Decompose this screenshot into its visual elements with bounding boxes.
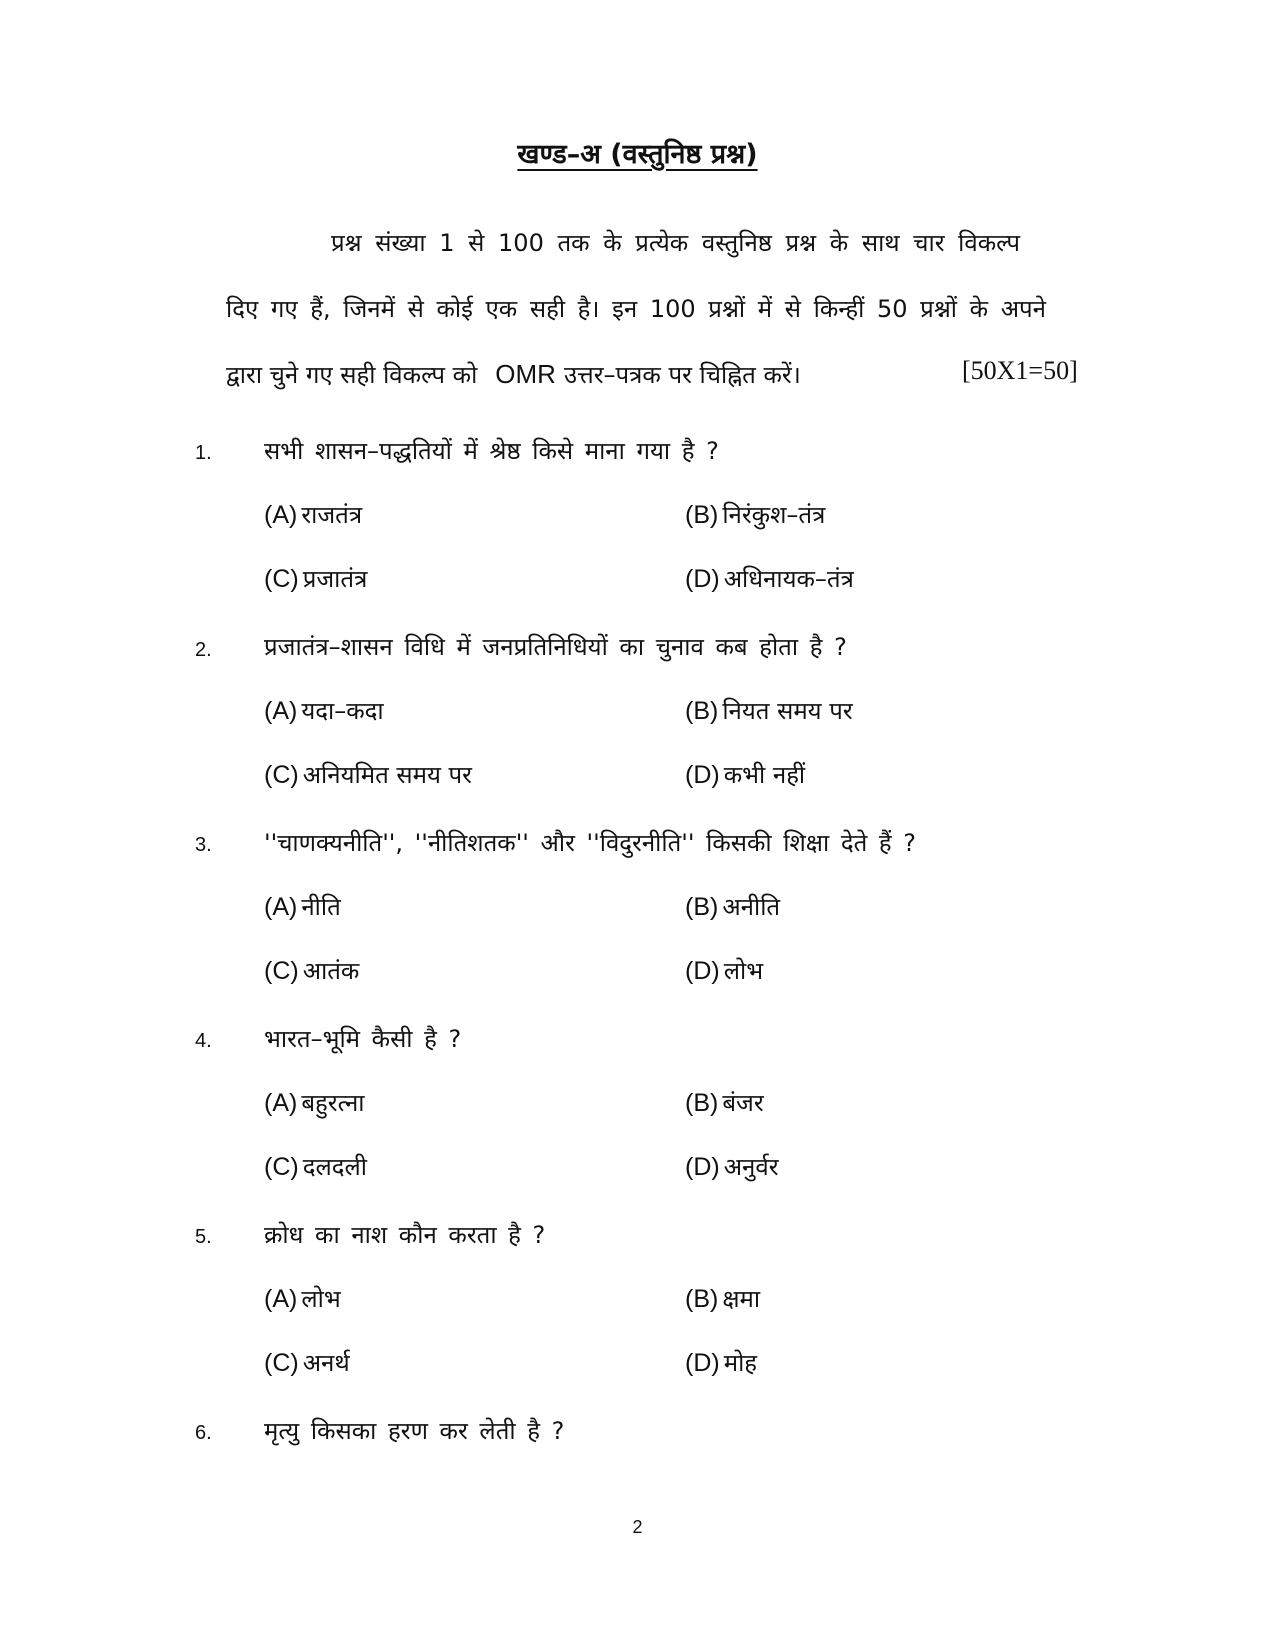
option-text: नीति: [301, 893, 341, 921]
option-text: नियत समय पर: [722, 697, 853, 725]
option-c: [264, 562, 367, 595]
option-a: [264, 890, 341, 923]
option-text: कभी नहीं: [723, 761, 806, 789]
option-label: (A): [264, 1285, 298, 1313]
option-text: अनियमित समय पर: [302, 761, 472, 789]
option-a: [264, 1282, 341, 1315]
page-title: खण्ड–अ (वस्तुनिष्ठ प्रश्न): [517, 139, 758, 170]
option-b: [685, 1086, 764, 1119]
option-label: (C): [264, 761, 299, 789]
option-text: राजतंत्र: [301, 501, 363, 529]
page-number: 2: [632, 1517, 643, 1537]
option-text: अनीति: [722, 893, 781, 921]
option-text: बहुरत्ना: [301, 1089, 365, 1117]
option-label: (D): [685, 957, 720, 985]
option-text: निरंकुश–तंत्र: [722, 501, 826, 529]
option-b: [685, 890, 780, 923]
question-number: 4.: [195, 1030, 212, 1052]
option-label: (B): [685, 501, 719, 529]
option-b: [685, 694, 853, 727]
option-text: प्रजातंत्र: [302, 565, 368, 593]
option-label: (B): [685, 697, 719, 725]
option-d: [685, 758, 805, 791]
option-label: (D): [685, 761, 720, 789]
option-label: (A): [264, 501, 298, 529]
option-label: (A): [264, 893, 298, 921]
option-d: [685, 954, 763, 987]
question-number: 5.: [195, 1226, 212, 1248]
option-label: (D): [685, 1349, 720, 1377]
option-label: (A): [264, 697, 298, 725]
option-b: [685, 498, 825, 531]
option-d: [685, 1346, 757, 1379]
option-a: [264, 1086, 365, 1119]
instructions-line-1: प्रश्न संख्या 1 से 100 तक के प्रत्येक वस्तुनिष्ठ प्रश्न के साथ चार विकल्प: [331, 229, 1021, 257]
option-c: [264, 1346, 350, 1379]
option-label: (D): [685, 565, 720, 593]
question-text: मृत्यु किसका हरण कर लेती है ?: [264, 1417, 565, 1445]
option-c: [264, 758, 472, 791]
option-label: (B): [685, 1285, 719, 1313]
option-label: (A): [264, 1089, 298, 1117]
option-text: क्षमा: [722, 1285, 761, 1313]
question-text: भारत–भूमि कैसी है ?: [264, 1025, 462, 1053]
question-text: ''चाणक्यनीति'', ''नीतिशतक'' और ''विदुरनीति'' किसकी शिक्षा देते हैं ?: [264, 829, 917, 857]
option-a: [264, 498, 362, 531]
option-text: अनुर्वर: [723, 1153, 779, 1181]
marks-label: [50X1=50]: [962, 356, 1078, 385]
option-c: [264, 1150, 367, 1183]
question-number: 6.: [195, 1422, 212, 1444]
option-label: (B): [685, 893, 719, 921]
option-text: यदा–कदा: [301, 697, 384, 725]
option-text: अधिनायक–तंत्र: [723, 565, 854, 593]
question-number: 3.: [195, 834, 212, 856]
option-label: (B): [685, 1089, 719, 1117]
option-text: मोह: [723, 1349, 758, 1377]
option-a: [264, 694, 384, 727]
option-c: [264, 954, 359, 987]
option-text: लोभ: [301, 1285, 341, 1313]
option-text: आतंक: [302, 957, 360, 985]
option-text: लोभ: [723, 957, 764, 985]
question-text: प्रजातंत्र–शासन विधि में जनप्रतिनिधियों का चुनाव कब होता है ?: [264, 633, 847, 661]
instructions-line-2: दिए गए हैं, जिनमें से कोई एक सही है। इन 100 प्रश्नों में से किन्हीं 50 प्रश्नों के अपने: [226, 295, 1046, 323]
option-d: [685, 562, 854, 595]
option-label: (C): [264, 1153, 299, 1181]
instructions-line-3-start: द्वारा चुने गए सही विकल्प को: [226, 361, 478, 389]
option-label: (C): [264, 1349, 299, 1377]
option-label: (D): [685, 1153, 720, 1181]
question-text: सभी शासन–पद्धतियों में श्रेष्ठ किसे माना गया है ?: [264, 437, 719, 465]
option-text: दलदली: [302, 1153, 367, 1181]
question-number: 1.: [195, 442, 212, 464]
option-b: [685, 1282, 760, 1315]
option-text: बंजर: [722, 1089, 764, 1117]
question-text: क्रोध का नाश कौन करता है ?: [264, 1221, 546, 1249]
option-text: अनर्थ: [302, 1349, 350, 1377]
option-label: (C): [264, 957, 299, 985]
question-number: 2.: [195, 639, 212, 661]
option-label: (C): [264, 565, 299, 593]
instructions-line-3: [226, 358, 801, 391]
option-d: [685, 1150, 779, 1183]
omr-label: OMR: [495, 359, 556, 389]
instructions-line-3-end: उत्तर–पत्रक पर चिह्नित करें।: [563, 361, 801, 389]
